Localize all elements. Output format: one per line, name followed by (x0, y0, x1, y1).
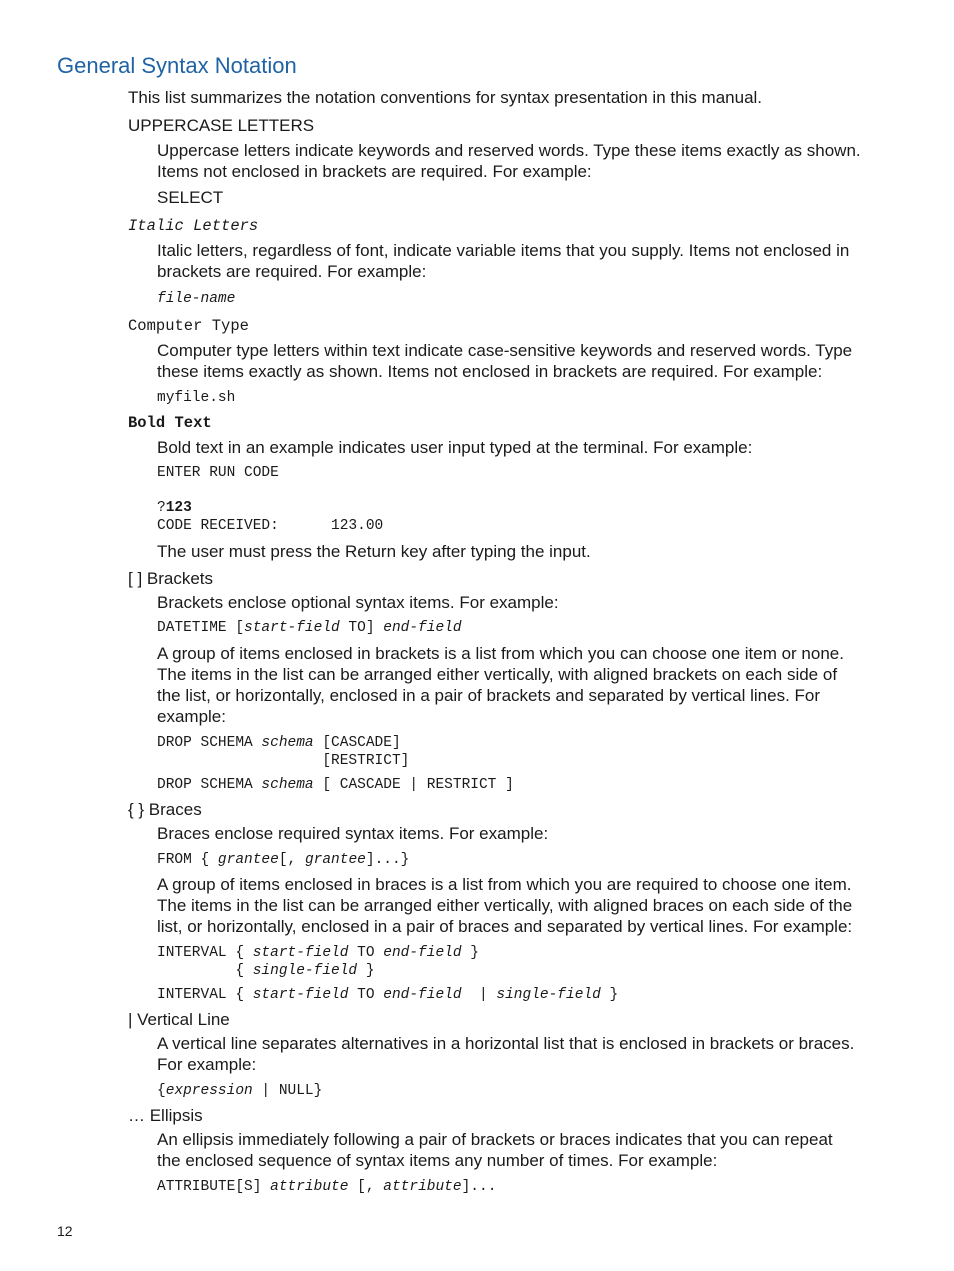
desc2-brackets-line-1: A group of items enclosed in brackets is a list from which you can choose one item or none. (157, 644, 844, 663)
section-heading: General Syntax Notation (57, 53, 297, 78)
example-bold-line-3: CODE RECEIVED: 123.00 (157, 518, 384, 534)
code-variable: grantee (304, 852, 366, 868)
desc-uppercase-line-1: Uppercase letters indicate keywords and reserved words. Type these items exactly as shown. (157, 141, 861, 160)
example-brackets (157, 619, 462, 637)
desc-ellipsis-line-2: the enclosed sequence of syntax items any number of times. For example: (157, 1151, 718, 1170)
page-number: 12 (57, 1223, 73, 1239)
desc-italic-line-1: Italic letters, regardless of font, indicate variable items that you supply. Items not enclosed in (157, 241, 850, 260)
code-fragment: FROM { (157, 852, 218, 868)
code-variable: schema (261, 777, 314, 793)
term-computer-type: Computer Type (128, 317, 249, 335)
code-fragment: [, (348, 1179, 384, 1195)
desc-computer-line-1: Computer type letters within text indicate case-sensitive keywords and reserved words. Type (157, 341, 853, 360)
note-bold: The user must press the Return key after typing the input. (157, 542, 591, 561)
desc-braces: Braces enclose required syntax items. For example: (157, 824, 549, 843)
example-bold-line-1: ENTER RUN CODE (157, 465, 279, 481)
code-fragment: [, (278, 852, 305, 868)
example-braces (157, 851, 409, 869)
example-bold-line-2 (157, 499, 192, 517)
code-variable: attribute (270, 1179, 349, 1195)
code-variable: end-field (383, 945, 462, 961)
code-variable: expression (165, 1083, 253, 1099)
code-fragment: DATETIME [ (157, 620, 245, 636)
example2-braces-line-1 (157, 944, 479, 962)
desc-bold: Bold text in an example indicates user input typed at the terminal. For example: (157, 438, 753, 457)
code-fragment: [CASCADE] (313, 735, 401, 751)
desc-computer-line-2: these items exactly as shown. Items not enclosed in brackets are required. For example: (157, 362, 823, 381)
example2-brackets-line-2: [RESTRICT] (157, 753, 410, 769)
code-fragment: { (157, 1083, 166, 1099)
example2-braces-line-3 (157, 986, 618, 1004)
example-computer: myfile.sh (157, 390, 236, 406)
term-vertical-line: | Vertical Line (128, 1010, 230, 1029)
code-fragment: DROP SCHEMA (157, 777, 262, 793)
desc-italic-line-2: brackets are required. For example: (157, 262, 427, 281)
code-variable: single-field (496, 987, 601, 1003)
example-italic: file-name (157, 291, 236, 307)
code-fragment: INTERVAL { (157, 987, 253, 1003)
code-fragment: } (461, 945, 479, 961)
desc-brackets: Brackets enclose optional syntax items. For example: (157, 593, 559, 612)
code-fragment: TO (348, 945, 384, 961)
example-uppercase: SELECT (157, 188, 224, 207)
code-fragment: } (357, 963, 375, 979)
term-bold-text: Bold Text (128, 414, 212, 432)
term-braces: { } Braces (128, 800, 202, 819)
code-fragment: ATTRIBUTE[S] (157, 1179, 271, 1195)
example-vertical-line (157, 1082, 322, 1100)
code-variable: single-field (252, 963, 358, 979)
code-variable: end-field (383, 987, 462, 1003)
desc-vertical-line-1: A vertical line separates alternatives in a horizontal list that is enclosed in brackets or braces. (157, 1034, 855, 1053)
desc2-brackets-line-2: The items in the list can be arranged either vertically, with aligned brackets on each side of (157, 665, 838, 684)
example-ellipsis (157, 1178, 496, 1196)
example-bold-input: 123 (165, 500, 192, 516)
desc-vertical-line-2: For example: (157, 1055, 257, 1074)
term-italic-letters: Italic Letters (128, 217, 259, 235)
code-variable: start-field (252, 987, 349, 1003)
intro-paragraph: This list summarizes the notation conventions for syntax presentation in this manual. (128, 88, 763, 107)
term-brackets: [ ] Brackets (128, 569, 214, 588)
example-bold-prompt: ? (157, 500, 166, 516)
code-fragment: [ CASCADE | RESTRICT ] (313, 777, 514, 793)
code-variable: attribute (383, 1179, 462, 1195)
desc2-brackets-line-3: the list, or horizontally, enclosed in a pair of brackets and separated by vertical lines. For (157, 686, 821, 705)
desc2-braces-line-1: A group of items enclosed in braces is a list from which you are required to choose one item. (157, 875, 852, 894)
example2-brackets-line-1 (157, 734, 401, 752)
example2-brackets-line-3 (157, 776, 514, 794)
term-uppercase-letters: UPPERCASE LETTERS (128, 116, 315, 135)
code-fragment: { (157, 963, 253, 979)
code-variable: grantee (217, 852, 279, 868)
code-fragment: TO] (339, 620, 384, 636)
code-fragment: ]...} (365, 852, 410, 868)
code-variable: start-field (252, 945, 349, 961)
term-ellipsis: … Ellipsis (128, 1106, 203, 1125)
desc2-brackets-line-4: example: (157, 707, 226, 726)
code-fragment: } (600, 987, 619, 1003)
code-fragment: INTERVAL { (157, 945, 253, 961)
desc-uppercase-line-2: Items not enclosed in brackets are required. For example: (157, 162, 592, 181)
code-variable: start-field (244, 620, 340, 636)
code-fragment: | (461, 987, 497, 1003)
code-fragment: DROP SCHEMA (157, 735, 262, 751)
code-variable: end-field (383, 620, 462, 636)
desc-ellipsis-line-1: An ellipsis immediately following a pair of brackets or braces indicates that you can repeat (157, 1130, 833, 1149)
desc2-braces-line-3: list, or horizontally, enclosed in a pair of braces and separated by vertical lines. For example: (157, 917, 853, 936)
code-fragment: ]... (461, 1179, 497, 1195)
example2-braces-line-2 (157, 962, 375, 980)
code-fragment: TO (348, 987, 384, 1003)
desc2-braces-line-2: The items in the list can be arranged either vertically, with aligned braces on each side of the (157, 896, 853, 915)
code-fragment: | NULL} (252, 1083, 323, 1099)
code-variable: schema (261, 735, 314, 751)
